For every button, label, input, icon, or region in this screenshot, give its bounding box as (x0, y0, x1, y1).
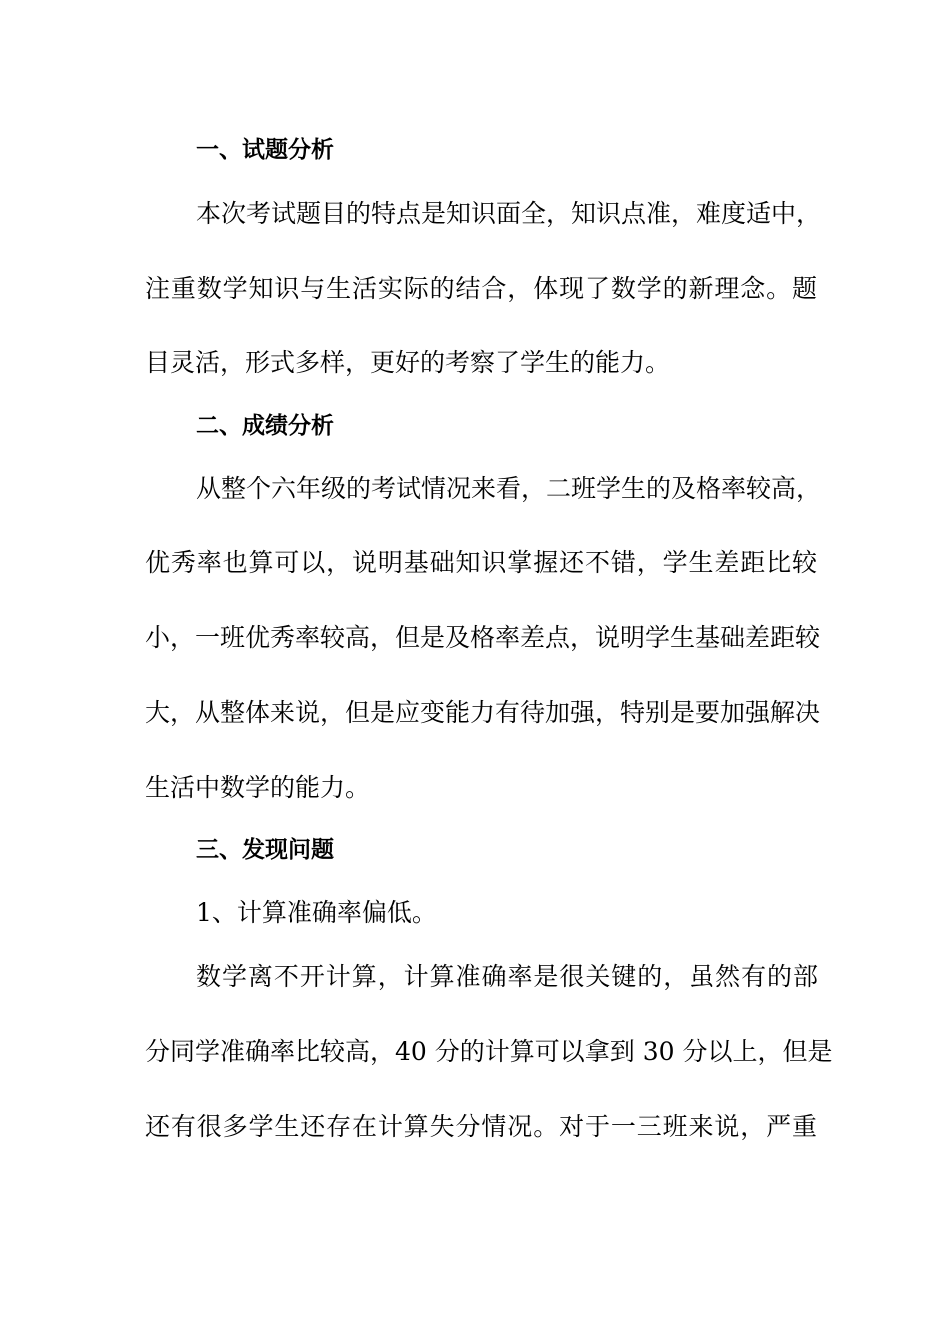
paragraph-line: 本次考试题目的特点是知识面全，知识点准，难度适中， (196, 199, 822, 228)
paragraph-line: 从整个六年级的考试情况来看，二班学生的及格率较高， (196, 474, 822, 503)
paragraph-line: 注重数学知识与生活实际的结合，体现了数学的新理念。题 (145, 274, 817, 303)
section-heading-problems: 三、发现问题 (196, 837, 334, 863)
paragraph-line: 优秀率也算可以，说明基础知识掌握还不错，学生差距比较 (145, 548, 817, 577)
paragraph-line: 还有很多学生还存在计算失分情况。对于一三班来说，严重 (145, 1112, 817, 1141)
section-heading-scores: 二、成绩分析 (196, 413, 334, 439)
paragraph-line: 大，从整体来说，但是应变能力有待加强，特别是要加强解决 (145, 698, 821, 727)
paragraph-line: 小，一班优秀率较高，但是及格率差点，说明学生基础差距较 (145, 623, 821, 652)
paragraph-line: 分同学准确率比较高，40 分的计算可以拿到 30 分以上，但是 (145, 1037, 833, 1066)
paragraph-line: 数学离不开计算，计算准确率是很关键的，虽然有的部 (196, 962, 818, 991)
paragraph-line: 生活中数学的能力。 (145, 773, 371, 802)
list-item: 1、计算准确率偏低。 (196, 898, 437, 927)
paragraph-line: 目灵活，形式多样，更好的考察了学生的能力。 (145, 348, 671, 377)
section-heading-analysis: 一、试题分析 (196, 137, 334, 163)
